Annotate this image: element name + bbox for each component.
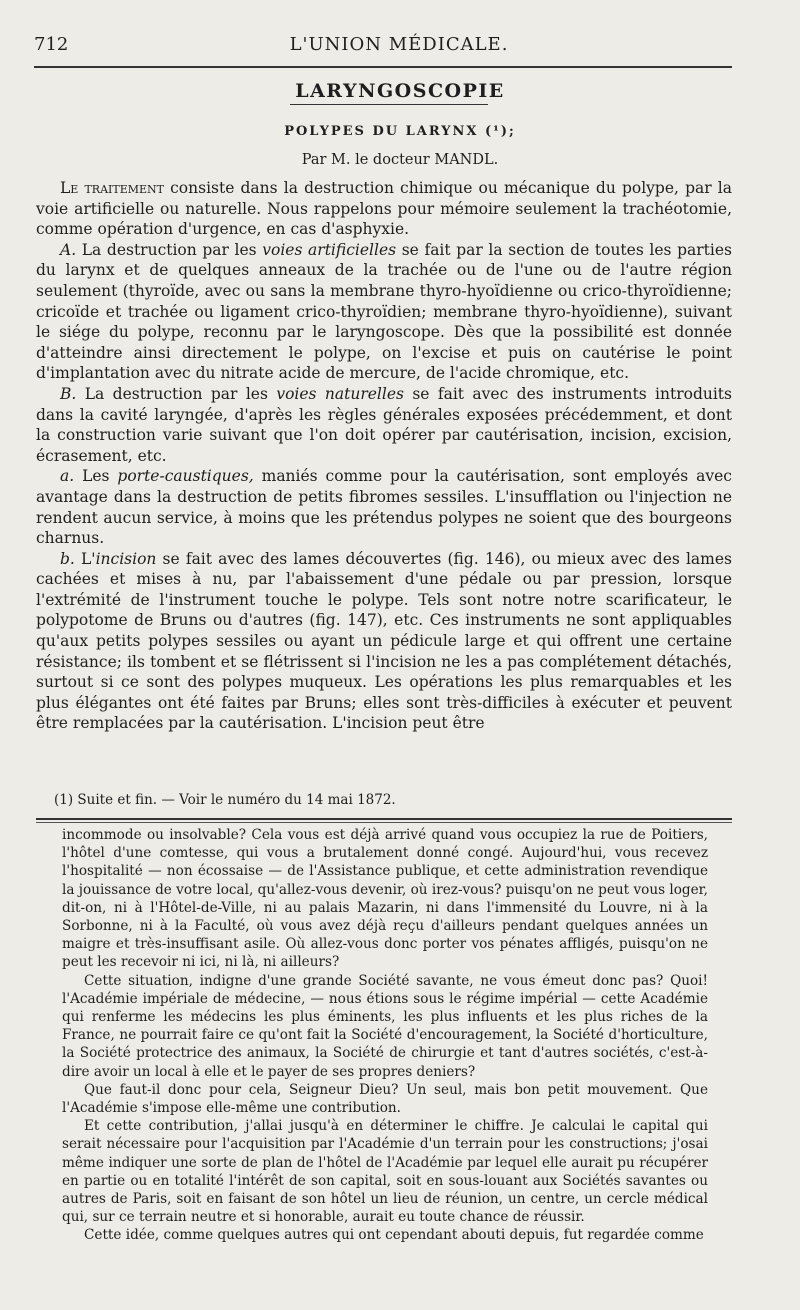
emphasis: voies artificielles	[262, 240, 397, 259]
paragraph-incision: b. L'incision se fait avec des lames découvertes (fig. 146), ou mieux avec des lames cachées et mises à nu, par l'abaissement d'une pédale ou par pression, lorsque l'extrémité de l'instrument touche le polype. Tels sont notre notre scarificateur, le polypotome de Bruns ou d'autres (fig. 147), etc. Ces instruments ne sont appliquables qu'aux petits polypes sessiles ou ayant un pédicule large et qui offrent une certaine résistance; ils tombent et se flétrissent si l'incision ne les a pas complétement détachés, surtout si ce sont des polypes muqueux. Les opérations les plus remarquables et les plus élégantes ont été faites par Bruns; elles sont très-difficiles à exécuter et peuvent être remplacées par la cautérisation. L'incision peut être	[36, 549, 732, 733]
emphasis: incision	[95, 549, 157, 568]
header-rule	[34, 66, 732, 68]
emphasis: voies naturelles	[276, 384, 404, 403]
footnote: (1) Suite et fin. — Voir le numéro du 14 mai 1872.	[54, 792, 396, 808]
author-byline: Par M. le docteur MANDL.	[301, 152, 499, 168]
paragraph-text: consiste dans la destruction chimique ou mécanique du polype, par la voie artificielle ou naturelle. Nous rappelons pour mémoire seulement la trachéotomie, comme opération d'urgence, en cas d'asphyxie.	[36, 179, 732, 239]
feuilleton-paragraph: Cette situation, indigne d'une grande Société savante, ne vous émeut donc pas? Quoi! l'Académie impériale de médecine, — nous étions sous le régime impérial — cette Académie qui renferme les médecins les plus éminents, les plus influents et les plus riches de la France, ne pourrait faire ce qu'ont fait la Société d'encouragement, la Société d'horticulture, la Société protectrice des animaux, la Société de chirurgie et tant d'autres sociétés, c'est-à-dire avoir un local à elle et le payer de ses propres deniers?	[62, 972, 708, 1080]
section-title: LARYNGOSCOPIE	[295, 80, 505, 102]
feuilleton-rule-thin	[36, 822, 732, 823]
item-letter: b.	[60, 549, 75, 568]
paragraph-natural-routes: B. La destruction par les voies naturelles se fait avec des instruments introduits dans la cavité laryngée, d'après les règles générales exposées précédemment, et dont la construction varie suivant que l'on doit opérer par cautérisation, incision, excision, écrasement, etc.	[36, 384, 732, 465]
journal-title: L'UNION MÉDICALE.	[289, 34, 509, 55]
lead-word: Le traitement	[60, 179, 164, 197]
title-rule	[290, 104, 488, 105]
feuilleton-paragraph: incommode ou insolvable? Cela vous est déjà arrivé quand vous occupiez la rue de Poitiers, l'hôtel d'une comtesse, qui vous a brutalement donné congé. Aujourd'hui, vous recevez l'hospitalité — non écossaise — de l'Assistance publique, et cette administration revendique la jouissance de votre local, qu'allez-vous devenir, où irez-vous? puisqu'on ne peut vous loger, dit-on, ni à l'Hôtel-de-Ville, ni au palais Mazarin, ni dans l'immensité du Louvre, ni à la Sorbonne, ni à la Faculté, où vous avez déjà reçu d'ailleurs pendant quelques années un maigre et très-insuffisant asile. Où allez-vous donc porter vos pénates affligés, puisqu'on ne peut les recevoir ni ici, ni là, ni ailleurs?	[62, 827, 708, 971]
running-head	[34, 34, 764, 58]
emphasis: porte-caustiques,	[117, 467, 254, 486]
item-letter: a.	[60, 467, 75, 486]
article-subtitle: POLYPES DU LARYNX (¹);	[284, 124, 516, 139]
article-body	[36, 178, 732, 734]
page-number: 712	[34, 34, 69, 55]
feuilleton-text	[62, 826, 708, 1245]
feuilleton-paragraph: Que faut-il donc pour cela, Seigneur Dieu? Un seul, mais bon petit mouvement. Que l'Académie s'impose elle-même une contribution.	[62, 1081, 708, 1117]
feuilleton-rule	[36, 818, 732, 820]
paragraph-artificial-routes: A. La destruction par les voies artificielles se fait par la section de toutes les parties du larynx et de quelques anneaux de la trachée ou de l'une ou de l'autre région seulement (thyroïde, avec ou sans la membrane thyro-hyoïdienne ou crico-thyroïdienne; cricoïde et trachée ou ligament crico-thyroïdien; membrane thyro-hyoïdienne), suivant le siége du polype, reconnu par le laryngoscope. Dès que la possibilité est donnée d'atteindre ainsi directement le polype, on l'excise et puis on cautérise le point d'implantation avec du nitrate acide de mercure, de l'acide chromique, etc.	[36, 240, 732, 383]
feuilleton-paragraph: Cette idée, comme quelques autres qui ont cependant abouti depuis, fut regardée comme	[84, 1227, 704, 1244]
item-letter: A.	[60, 240, 77, 259]
paragraph-porte-caustiques: a. Les porte-caustiques, maniés comme pour la cautérisation, sont employés avec avantage dans la destruction de petits fibromes sessiles. L'insufflation ou l'injection ne rendent aucun service, à moins que les prétendus polypes ne soient que des bourgeons charnus.	[36, 467, 732, 548]
item-letter: B.	[60, 384, 77, 403]
paragraph-treatment	[36, 178, 732, 240]
feuilleton-paragraph: Et cette contribution, j'allai jusqu'à en déterminer le chiffre. Je calculai le capital qui serait nécessaire pour l'acquisition par l'Académie d'un terrain pour les constructions; j'osai même indiquer une sorte de plan de l'hôtel de l'Académie par lequel elle aurait pu récupérer en partie ou en totalité l'intérêt de son capital, soit en sous-louant aux Sociétés savantes ou autres de Paris, soit en faisant de son hôtel un lieu de réunion, un centre, un cercle médical qui, sur ce terrain neutre et si honorable, aurait eu toute chance de réussir.	[62, 1118, 708, 1226]
